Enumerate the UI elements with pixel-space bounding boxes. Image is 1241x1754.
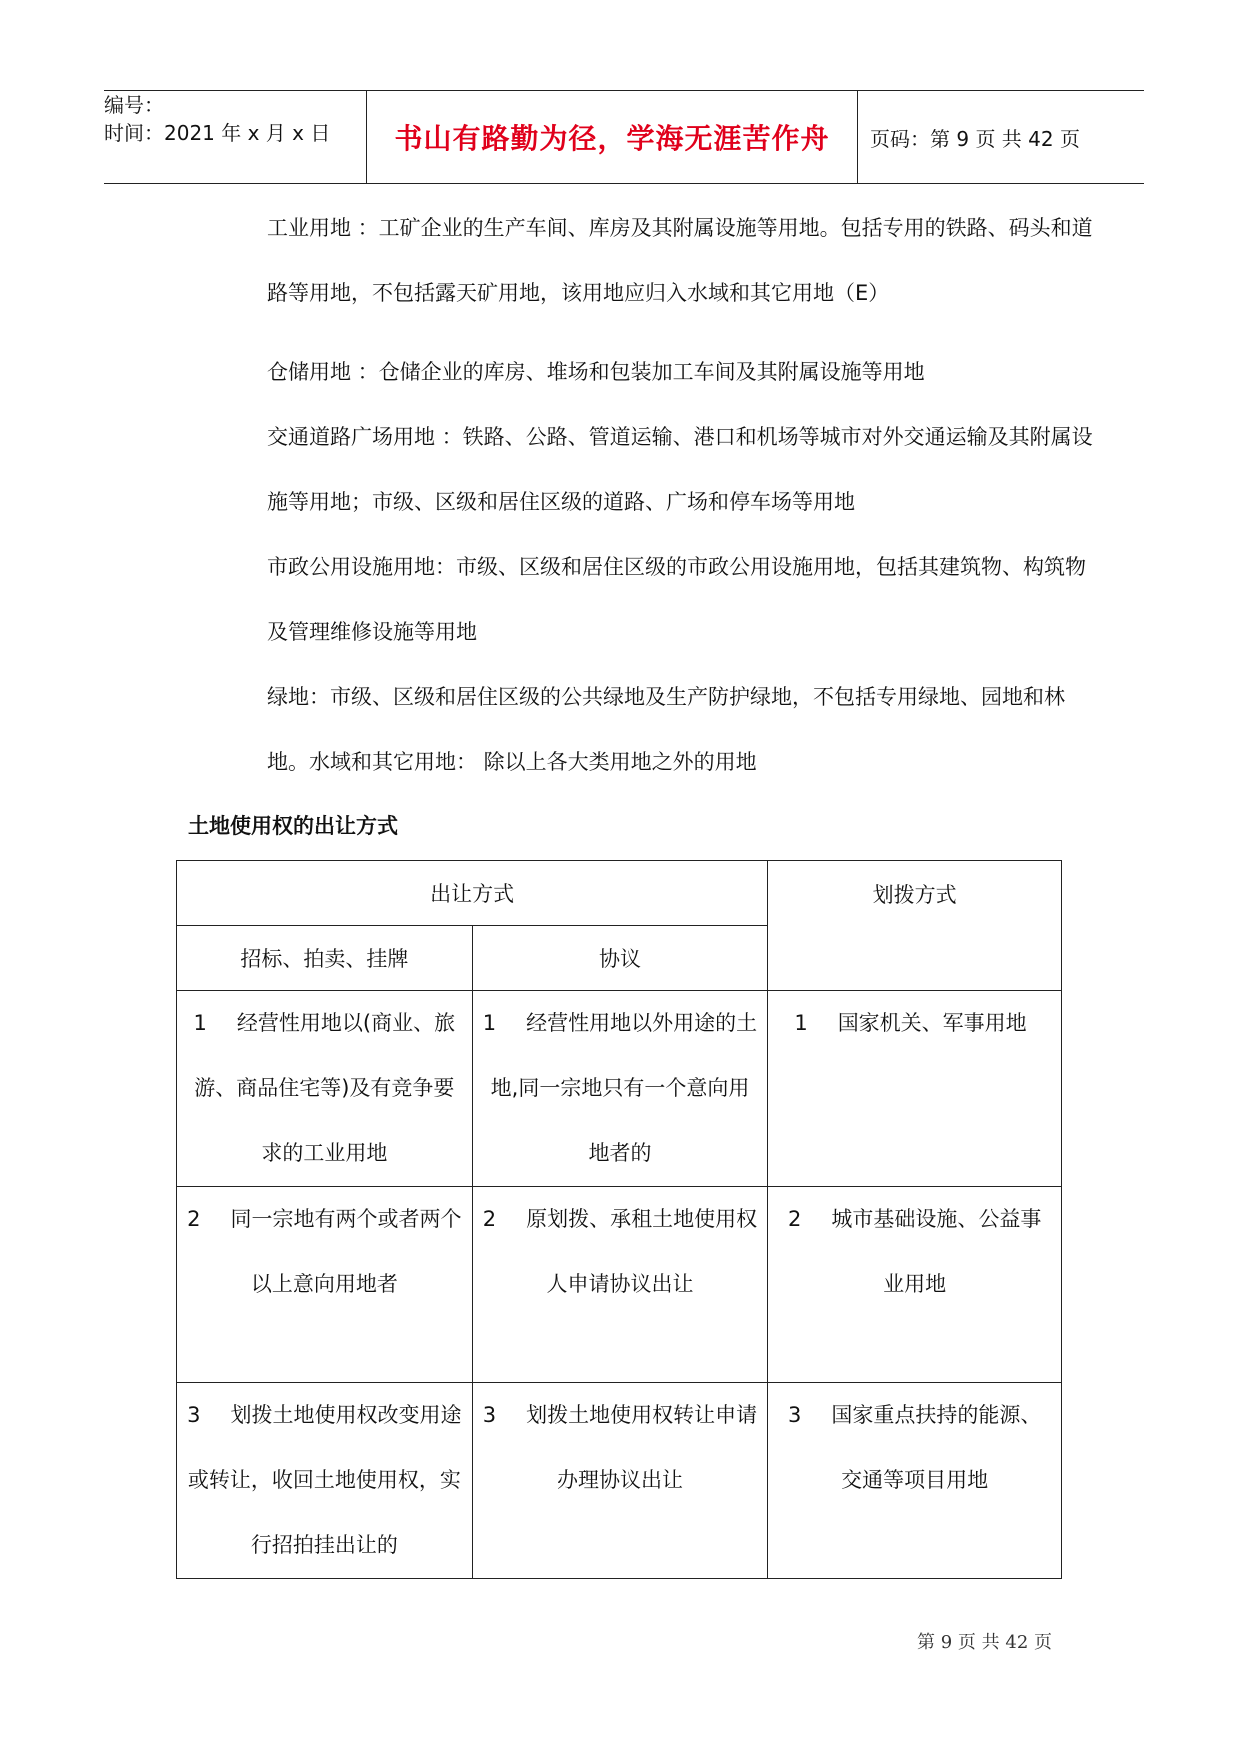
time-label: 时间：2021 年 x 月 x 日 — [104, 121, 331, 145]
cell-agreement: 2 原划拨、承租土地使用权人申请协议出让 — [472, 1187, 768, 1383]
table-row — [177, 1187, 1062, 1383]
paragraph-storage: 仓储用地 ：仓储企业的库房、堆场和包装加工车间及其附属设施等用地 — [267, 360, 925, 384]
table-row — [177, 991, 1062, 1187]
cell-auction: 1 经营性用地以(商业、旅游、商品住宅等)及有竞争要求的工业用地 — [177, 991, 473, 1187]
cell-agreement: 3 划拨土地使用权转让申请办理协议出让 — [472, 1383, 768, 1579]
sub-agreement: 协议 — [472, 926, 768, 991]
sub-auction: 招标、拍卖、挂牌 — [177, 926, 473, 991]
paragraph-green: 绿地：市级、区级和居住区级的公共绿地及生产防护绿地，不包括专用绿地、园地和林地。水域和其它用地： 除以上各大类用地之外的用地 — [267, 685, 1065, 774]
page-code: 页码：第 9 页 共 42 页 — [870, 126, 1080, 151]
cell-auction: 2 同一宗地有两个或者两个以上意向用地者 — [177, 1187, 473, 1383]
land-transfer-table — [176, 860, 1062, 1579]
motto: 书山有路勤为径，学海无涯苦作舟 — [366, 91, 858, 183]
cell-agreement: 1 经营性用地以外用途的土地,同一宗地只有一个意向用地者的 — [472, 991, 768, 1187]
number-label: 编号： — [104, 93, 164, 117]
section-title: 土地使用权的出让方式 — [188, 814, 398, 838]
cell-allot: 1 国家机关、军事用地 — [768, 991, 1062, 1187]
cell-auction: 3 划拨土地使用权改变用途或转让，收回土地使用权，实行招拍挂出让的 — [177, 1383, 473, 1579]
header-sell: 出让方式 — [177, 861, 768, 926]
table-row — [177, 1383, 1062, 1579]
page-footer: 第 9 页 共 42 页 — [917, 1632, 1052, 1653]
header-allot: 划拨方式 — [768, 861, 1062, 991]
cell-allot: 3 国家重点扶持的能源、交通等项目用地 — [768, 1383, 1062, 1579]
paragraph-municipal: 市政公用设施用地：市级、区级和居住区级的市政公用设施用地，包括其建筑物、构筑物及管理维修设施等用地 — [267, 555, 1086, 644]
paragraph-industrial: 工业用地 ：工矿企业的生产车间、库房及其附属设施等用地。包括专用的铁路、码头和道路等用地，不包括露天矿用地，该用地应归入水域和其它用地（E） — [267, 216, 1093, 305]
header-left — [104, 91, 366, 183]
paragraph-transport: 交通道路广场用地 ：铁路、公路、管道运输、港口和机场等城市对外交通运输及其附属设施等用地；市级、区级和居住区级的道路、广场和停车场等用地 — [267, 425, 1093, 514]
cell-allot: 2 城市基础设施、公益事业用地 — [768, 1187, 1062, 1383]
page-header — [104, 90, 1144, 184]
